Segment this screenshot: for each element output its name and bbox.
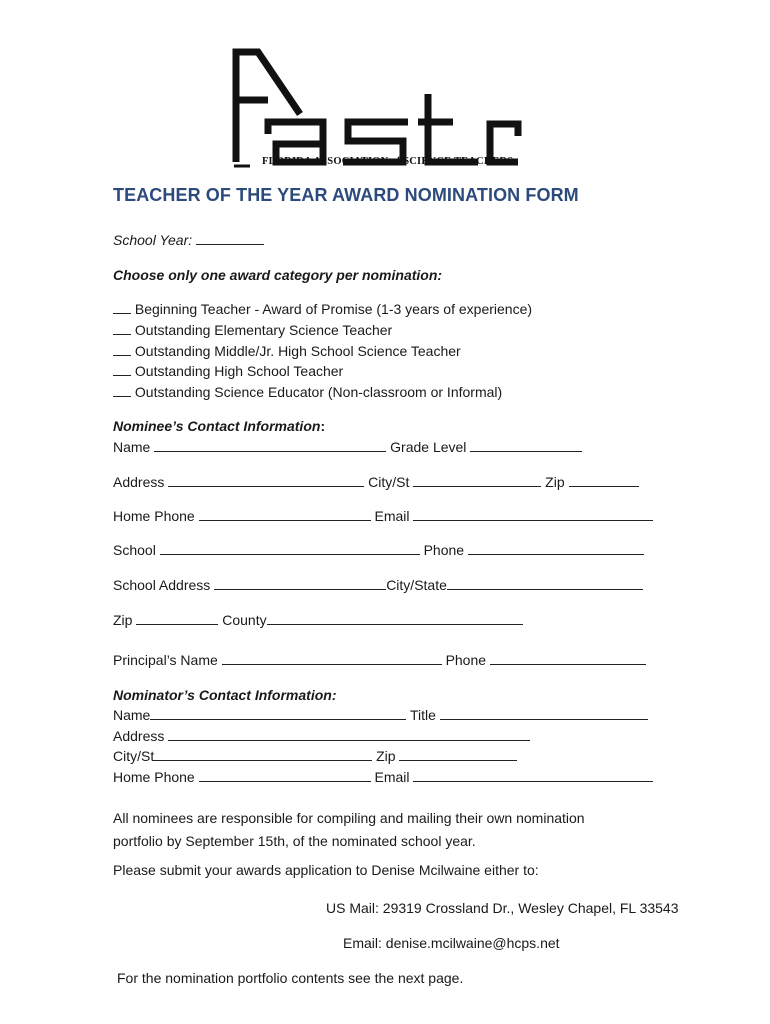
category-option[interactable] — [113, 363, 343, 379]
school-year-row — [113, 232, 264, 248]
nominator-zip-field[interactable] — [399, 748, 517, 761]
nominee-row-principal: Principal’s Name Phone — [113, 652, 646, 668]
category-label: Outstanding Science Educator (Non-classroom or Informal) — [134, 384, 503, 400]
nominator-row-phone: Home Phone Email — [113, 769, 653, 785]
form-title: TEACHER OF THE YEAR AWARD NOMINATION FORM — [113, 185, 579, 205]
category-checkbox-blank[interactable] — [113, 363, 131, 376]
nominee-name-field[interactable] — [154, 439, 386, 452]
principal-phone-field[interactable] — [490, 652, 646, 665]
nominator-email-field[interactable] — [413, 769, 653, 782]
category-checkbox-blank[interactable] — [113, 322, 131, 335]
category-option[interactable] — [113, 322, 392, 338]
nominee-home-phone-field[interactable] — [199, 508, 371, 521]
footer-note: For the nomination portfolio contents see the next page. — [117, 970, 464, 986]
category-checkbox-blank[interactable] — [113, 301, 131, 314]
nominator-title-field[interactable] — [440, 707, 648, 720]
submit-instruction: Please submit your awards application to Denise Mcilwaine either to: — [113, 862, 539, 878]
category-label: Outstanding Elementary Science Teacher — [134, 322, 393, 338]
school-year-field[interactable] — [196, 232, 264, 245]
nominator-city-field[interactable] — [154, 748, 372, 761]
category-checkbox-blank[interactable] — [113, 384, 131, 397]
nominee-row-address: Address City/St Zip — [113, 474, 639, 490]
fast-logo — [228, 44, 528, 170]
mail-address: US Mail: 29319 Crossland Dr., Wesley Chapel, FL 33543 — [326, 900, 679, 916]
category-option[interactable] — [113, 343, 461, 359]
nominee-row-school: School Phone — [113, 542, 644, 558]
school-year-label: School Year: — [113, 232, 193, 248]
nominator-name-field[interactable] — [150, 707, 406, 720]
nominator-home-phone-field[interactable] — [199, 769, 371, 782]
nominee-school-address-field[interactable] — [214, 577, 386, 590]
nominee-school-field[interactable] — [160, 542, 420, 555]
nominee-row-zip-county: Zip County — [113, 612, 523, 628]
category-label: Outstanding High School Teacher — [134, 363, 344, 379]
nominee-row-school-address: School Address City/State — [113, 577, 643, 593]
responsibility-paragraph-line1: All nominees are responsible for compiling and mailing their own nomination — [113, 810, 585, 826]
nominator-heading: Nominator’s Contact Information: — [113, 687, 337, 703]
nominee-address-field[interactable] — [168, 474, 364, 487]
nominee-row-name: Name Grade Level — [113, 439, 582, 455]
nominee-heading: Nominee’s Contact Information: — [113, 418, 326, 434]
category-label: Beginning Teacher - Award of Promise (1-3 years of experience) — [134, 301, 533, 317]
nominee-row-phone: Home Phone Email — [113, 508, 653, 524]
nominee-city-state-field[interactable] — [447, 577, 643, 590]
principal-name-field[interactable] — [222, 652, 442, 665]
responsibility-paragraph-line2: portfolio by September 15th, of the nominated school year. — [113, 833, 476, 849]
nominee-zip-field[interactable] — [569, 474, 639, 487]
nominator-row-name: Name Title — [113, 707, 648, 723]
category-option[interactable] — [113, 301, 532, 317]
nominator-row-city: City/St Zip — [113, 748, 517, 764]
category-option[interactable] — [113, 384, 502, 400]
nominator-row-address: Address — [113, 728, 530, 744]
category-instruction: Choose only one award category per nomination: — [113, 267, 443, 283]
category-label: Outstanding Middle/Jr. High School Science Teacher — [134, 343, 461, 359]
nominee-school-phone-field[interactable] — [468, 542, 644, 555]
nominee-city-field[interactable] — [413, 474, 541, 487]
fast-logo-icon — [228, 44, 528, 170]
submit-email: Email: denise.mcilwaine@hcps.net — [343, 935, 560, 951]
logo-org-name: FLORIDA ASSOCIATION of SCIENCE TEACHERS — [262, 156, 514, 167]
category-checkbox-blank[interactable] — [113, 343, 131, 356]
nominee-grade-field[interactable] — [470, 439, 582, 452]
nominee-email-field[interactable] — [413, 508, 653, 521]
nominator-address-field[interactable] — [168, 728, 530, 741]
nominee-school-zip-field[interactable] — [136, 612, 218, 625]
nominee-county-field[interactable] — [267, 612, 523, 625]
